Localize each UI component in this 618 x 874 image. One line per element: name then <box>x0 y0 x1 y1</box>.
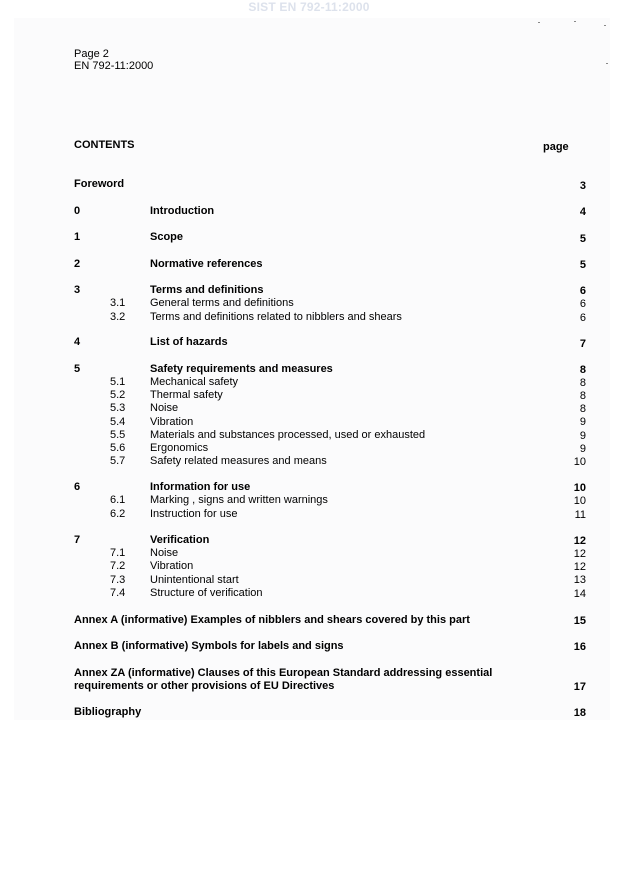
toc-section-title: List of hazards <box>150 336 228 348</box>
toc-subsection-page: 11 <box>574 509 586 521</box>
toc-subsection-page: 10 <box>573 495 586 507</box>
toc-section-page: 4 <box>579 206 586 218</box>
toc-section-number: 4 <box>74 336 81 348</box>
toc-section-title: Information for use <box>150 481 251 493</box>
scan-speck <box>538 22 540 23</box>
toc-subsection-title: Vibration <box>150 416 194 428</box>
toc-subsection-title: Structure of verification <box>150 587 263 599</box>
toc-subsection-title: Terms and definitions related to nibblers and shears <box>150 311 402 323</box>
toc-subsection-page: 8 <box>579 403 586 415</box>
toc-subsection-page: 9 <box>579 430 586 442</box>
toc-section-page: 6 <box>579 285 586 297</box>
toc-subsection-title: General terms and definitions <box>150 297 294 309</box>
toc-subsection-number: 6.1 <box>110 494 126 506</box>
toc-subsection-title: Unintentional start <box>150 574 239 586</box>
toc-section-title: Terms and definitions <box>150 284 264 296</box>
toc-annex-page: 16 <box>573 641 586 653</box>
toc-subsection-title: Mechanical safety <box>150 376 239 388</box>
toc-subsection-number: 7.1 <box>110 547 126 559</box>
toc-subsection-title: Instruction for use <box>150 508 238 520</box>
page-number: Page 2 <box>74 48 109 60</box>
toc-subsection-page: 6 <box>579 298 586 310</box>
toc-annex-page: 15 <box>573 615 586 627</box>
toc-subsection-title: Marking , signs and written warnings <box>150 494 328 506</box>
toc-annex-page: 17 <box>573 681 586 693</box>
toc-annex-title: Annex B (informative) Symbols for labels and signs <box>74 640 344 652</box>
toc-section-title: Introduction <box>150 205 215 217</box>
page-column-heading: page <box>543 141 569 153</box>
page-header <box>74 48 153 72</box>
toc-annex-title-line2: requirements or other provisions of EU Directives <box>74 680 335 692</box>
toc-subsection-page: 9 <box>579 443 586 455</box>
toc-annex-title-line1: Annex ZA (informative) Clauses of this European Standard addressing essential <box>74 667 493 679</box>
toc-subsection-number: 5.3 <box>110 402 126 414</box>
scan-speck <box>606 63 608 64</box>
toc-subsection-number: 5.7 <box>110 455 126 467</box>
toc-subsection-page: 8 <box>579 390 586 402</box>
toc-foreword-page: 3 <box>579 180 586 192</box>
toc-subsection-title: Ergonomics <box>150 442 209 454</box>
toc-subsection-number: 5.6 <box>110 442 126 454</box>
toc-subsection-title: Thermal safety <box>150 389 223 401</box>
toc-subsection-page: 14 <box>573 588 586 600</box>
toc-foreword-title: Foreword <box>74 178 125 190</box>
toc-subsection-number: 5.2 <box>110 389 126 401</box>
toc-section-title: Normative references <box>150 258 263 270</box>
toc-section-number: 3 <box>74 284 81 296</box>
toc-subsection-number: 5.4 <box>110 416 126 428</box>
toc-bibliography-title: Bibliography <box>74 706 142 718</box>
toc-section-title: Safety requirements and measures <box>150 363 333 375</box>
toc-section-number: 2 <box>74 258 81 270</box>
toc-subsection-title: Safety related measures and means <box>150 455 327 467</box>
toc-section-number: 6 <box>74 481 81 493</box>
standard-id: EN 792-11:2000 <box>74 60 154 72</box>
toc-section-page: 5 <box>579 259 586 271</box>
toc-subsection-page: 8 <box>579 377 586 389</box>
toc-section-page: 8 <box>579 364 586 376</box>
toc-subsection-page: 12 <box>573 548 586 560</box>
toc-subsection-title: Noise <box>150 547 179 559</box>
toc-subsection-number: 7.3 <box>110 574 126 586</box>
toc-annex-title: Annex A (informative) Examples of nibblers and shears covered by this part <box>74 614 470 626</box>
toc-section-number: 1 <box>74 231 81 243</box>
watermark: SIST EN 792-11:2000 <box>248 0 370 14</box>
toc-section-title: Scope <box>150 231 184 243</box>
toc-subsection-number: 5.5 <box>110 429 126 441</box>
toc-subsection-number: 6.2 <box>110 508 126 520</box>
toc-subsection-number: 3.1 <box>110 297 126 309</box>
toc-subsection-title: Vibration <box>150 560 194 572</box>
toc-subsection-number: 3.2 <box>110 311 126 323</box>
toc-subsection-page: 6 <box>579 312 586 324</box>
scan-speck <box>604 25 606 26</box>
toc-subsection-number: 7.2 <box>110 560 126 572</box>
toc-bibliography-page: 18 <box>573 707 586 719</box>
toc-subsection-number: 5.1 <box>110 376 126 388</box>
toc-section-page: 10 <box>573 482 586 494</box>
toc-subsection-title: Noise <box>150 402 179 414</box>
toc-subsection-page: 9 <box>579 416 586 428</box>
toc-section-title: Verification <box>150 534 210 546</box>
toc-subsection-page: 10 <box>573 456 586 468</box>
toc-section-page: 5 <box>579 233 586 245</box>
toc-section-page: 7 <box>579 338 586 350</box>
toc-subsection-title: Materials and substances processed, used or exhausted <box>150 429 426 441</box>
toc-subsection-page: 12 <box>573 561 586 573</box>
scan-speck <box>574 21 576 22</box>
toc-section-page: 12 <box>573 535 586 547</box>
contents-heading: CONTENTS <box>74 139 135 151</box>
toc-subsection-number: 7.4 <box>110 587 126 599</box>
toc-section-number: 7 <box>74 534 81 546</box>
toc-subsection-page: 13 <box>573 574 586 586</box>
toc-section-number: 5 <box>74 363 81 375</box>
toc-section-number: 0 <box>74 205 81 217</box>
